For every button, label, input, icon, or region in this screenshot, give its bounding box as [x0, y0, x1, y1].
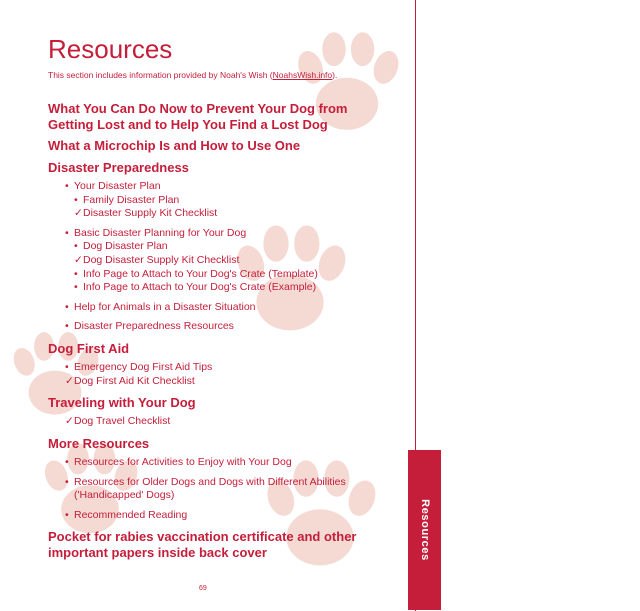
page-number: 69 — [199, 585, 207, 592]
item-first-aid-tips[interactable]: • Emergency Dog First Aid Tips — [65, 361, 213, 373]
item-info-page-example[interactable]: • Info Page to Attach to Your Dog's Crate (Example) — [74, 281, 317, 293]
item-disaster-resources[interactable]: • Disaster Preparedness Resources — [65, 320, 234, 332]
heading-pocket[interactable]: Pocket for rabies vaccination certificate and other important papers inside back cover — [48, 529, 357, 560]
item-info-page-template[interactable]: • Info Page to Attach to Your Dog's Crate (Template) — [74, 268, 318, 280]
item-your-disaster-plan[interactable]: • Your Disaster Plan — [65, 180, 161, 192]
heading-disaster-preparedness[interactable]: Disaster Preparedness — [48, 160, 189, 175]
item-help-for-animals[interactable]: • Help for Animals in a Disaster Situation — [65, 301, 256, 313]
item-family-disaster-plan[interactable]: • Family Disaster Plan — [74, 194, 180, 206]
item-recommended-reading[interactable]: • Recommended Reading — [65, 509, 188, 521]
item-disaster-supply-kit[interactable]: ✓Disaster Supply Kit Checklist — [74, 207, 218, 219]
page-title: Resources — [48, 34, 173, 64]
intro-text: This section includes information provided by Noah's Wish (NoahsWish.info). — [48, 70, 338, 80]
item-dog-disaster-plan[interactable]: • Dog Disaster Plan — [74, 240, 168, 252]
item-basic-disaster-planning[interactable]: • Basic Disaster Planning for Your Dog — [65, 227, 247, 239]
item-dog-disaster-supply-kit[interactable]: ✓Dog Disaster Supply Kit Checklist — [74, 254, 240, 266]
heading-traveling[interactable]: Traveling with Your Dog — [48, 395, 196, 410]
item-activities-resources[interactable]: • Resources for Activities to Enjoy with Your Dog — [65, 456, 292, 468]
heading-lost-dog[interactable]: What You Can Do Now to Prevent Your Dog from Getting Lost and to Help You Find a Lost Dog — [48, 101, 348, 132]
item-first-aid-kit[interactable]: ✓Dog First Aid Kit Checklist — [65, 375, 195, 387]
heading-microchip[interactable]: What a Microchip Is and How to Use One — [48, 138, 301, 153]
noahswish-link[interactable]: NoahsWish.info — [272, 70, 333, 80]
heading-more-resources[interactable]: More Resources — [48, 436, 150, 451]
section-tab-label: Resources — [418, 499, 431, 561]
item-travel-checklist[interactable]: ✓Dog Travel Checklist — [65, 415, 171, 427]
heading-dog-first-aid[interactable]: Dog First Aid — [48, 341, 130, 356]
item-older-dogs-resources[interactable]: • Resources for Older Dogs and Dogs with Different Abilities ('Handicapped' Dogs) — [65, 476, 346, 501]
